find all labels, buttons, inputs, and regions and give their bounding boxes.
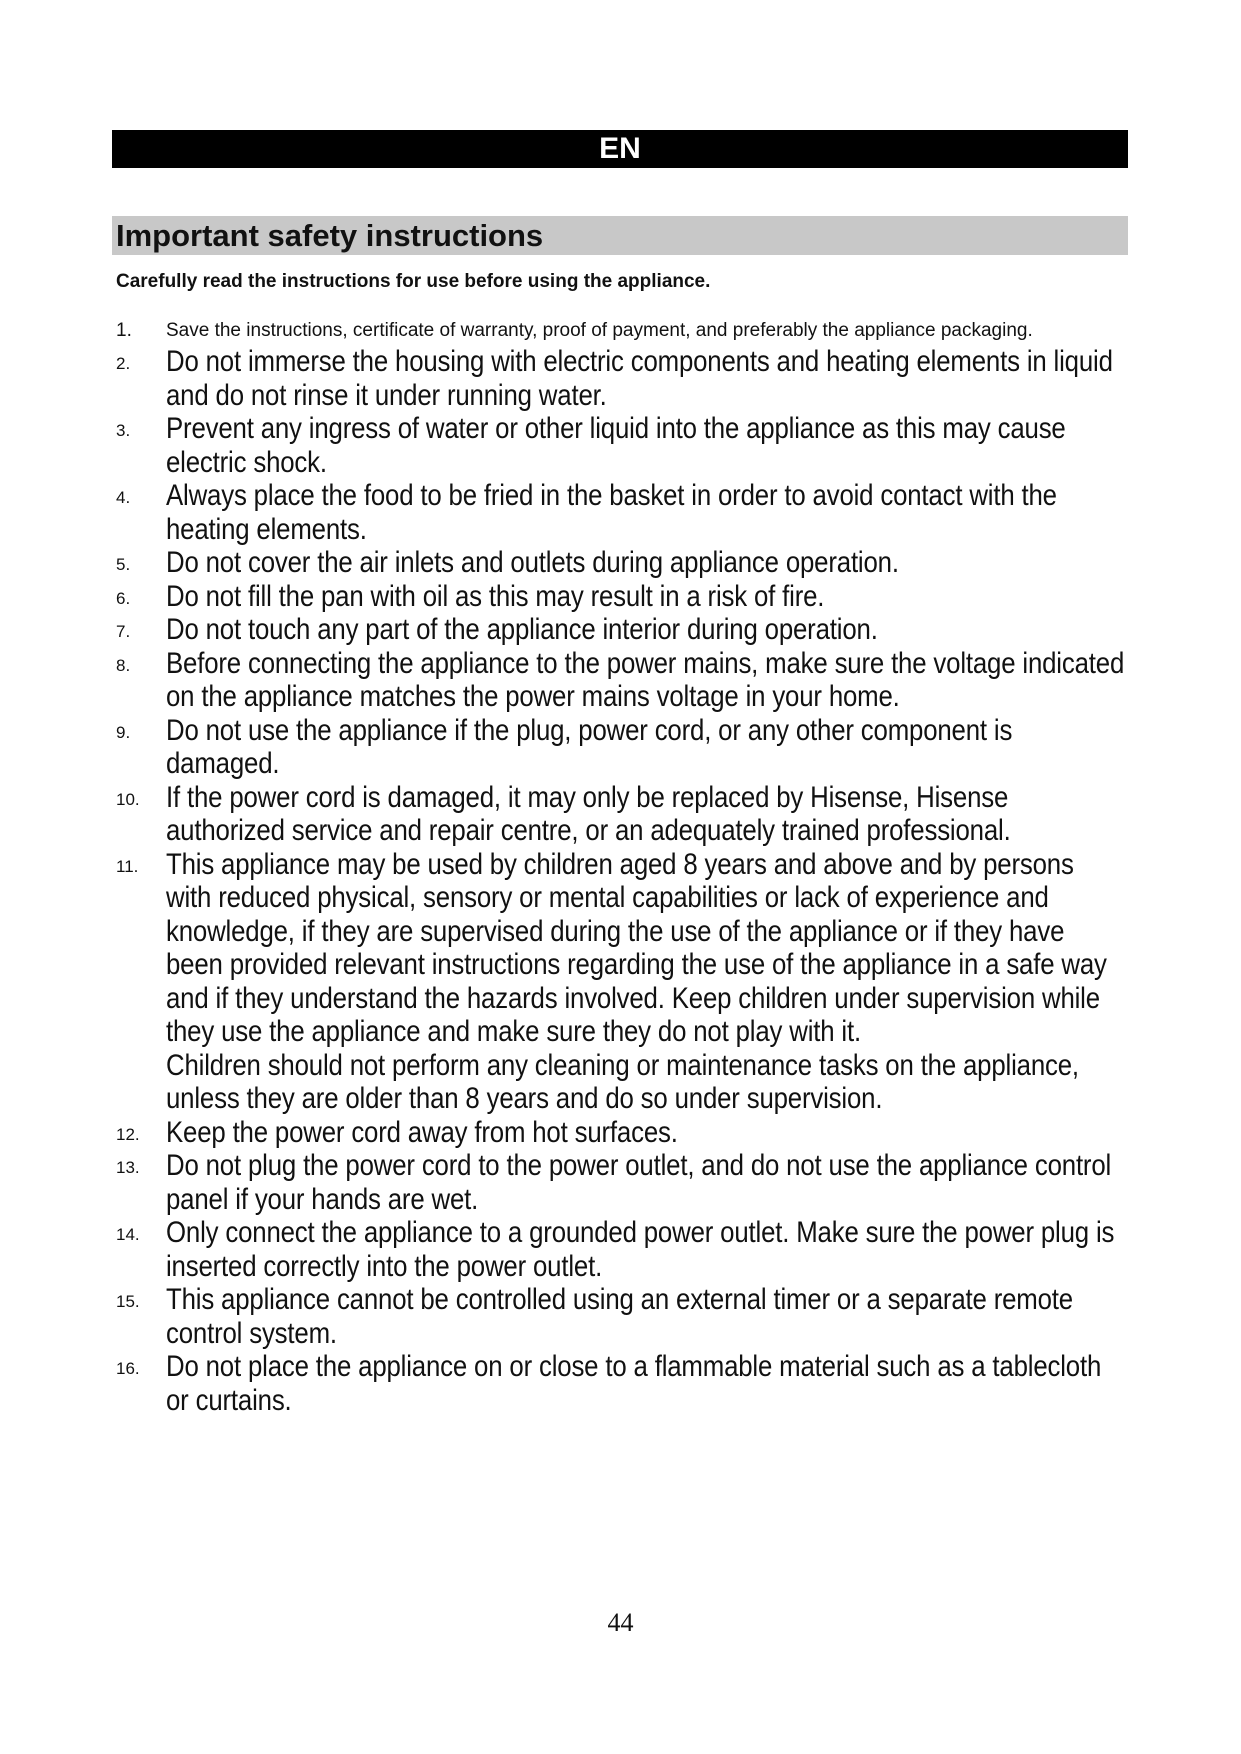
item-number: 5. [116, 555, 131, 574]
list-item [112, 546, 1132, 580]
list-item [112, 714, 1132, 781]
item-number: 1. [116, 320, 132, 341]
item-text: Do not use the appliance if the plug, power cord, or any other component is damaged. [166, 713, 1013, 780]
list-item [112, 1149, 1132, 1216]
item-text: Keep the power cord away from hot surfaces. [166, 1115, 678, 1149]
item-number: 14. [116, 1225, 140, 1244]
item-number: 10. [116, 789, 140, 809]
list-item [112, 479, 1132, 546]
item-text: Save the instructions, certificate of warranty, proof of payment, and preferably the appliance packaging. [166, 320, 1033, 341]
item-number: 6. [116, 588, 131, 608]
item-number: 12. [116, 1124, 140, 1144]
item-number: 15. [116, 1292, 140, 1311]
item-number: 16. [116, 1359, 140, 1378]
list-item [112, 1350, 1132, 1417]
item-text: Do not touch any part of the appliance interior during operation. [166, 613, 878, 646]
item-text: Do not cover the air inlets and outlets during appliance operation. [166, 546, 899, 579]
item-number: 3. [116, 421, 131, 440]
item-text: Only connect the appliance to a grounded power outlet. Make sure the power plug is inserted correctly into the power outlet. [166, 1216, 1115, 1283]
item-text: Before connecting the appliance to the power mains, make sure the voltage indicated on the appliance matches the power mains voltage in your home. [166, 646, 1125, 713]
item-number: 13. [116, 1158, 140, 1177]
section-heading-bar [112, 216, 1128, 255]
item-number: 7. [116, 622, 131, 641]
list-item [112, 580, 1132, 614]
item-text: If the power cord is damaged, it may only be replaced by Hisense, Hisense authorized service and repair centre, or an adequately trained professional. [166, 780, 1011, 847]
list-item [112, 781, 1132, 848]
list-item [112, 1116, 1132, 1150]
item-number: 2. [116, 354, 131, 373]
item-text: Do not place the appliance on or close to a flammable material such as a tablecloth or curtains. [166, 1350, 1102, 1417]
safety-instructions-list [112, 318, 1132, 1417]
section-title: Important safety instructions [116, 218, 544, 253]
list-item [112, 613, 1132, 647]
intro-text: Carefully read the instructions for use before using the appliance. [116, 271, 711, 292]
list-item [112, 412, 1132, 479]
list-item [112, 318, 1132, 343]
item-text: This appliance may be used by children aged 8 years and above and by persons with reduced physical, sensory or mental capabilities or lack of experience and knowledge, if they are supervised during the use of the appliance or if they have been provided relevant instructions regarding the use of the appliance in a safe way and if they understand the hazards involved. Keep children under supervision while they use the appliance and make sure they do not play with it. [166, 847, 1107, 1048]
item-text: Prevent any ingress of water or other liquid into the appliance as this may cause electric shock. [166, 412, 1066, 479]
list-item [112, 848, 1132, 1116]
language-header-bar: EN [112, 130, 1128, 168]
item-text: Do not fill the pan with oil as this may result in a risk of fire. [166, 579, 825, 613]
page-number: 44 [607, 1608, 634, 1637]
list-item [112, 1216, 1132, 1283]
item-text-continued: Children should not perform any cleaning or maintenance tasks on the appliance, unless they are older than 8 years and do so under supervision. [166, 1048, 1079, 1115]
item-number: 11. [116, 856, 139, 876]
item-text: Do not plug the power cord to the power outlet, and do not use the appliance control panel if your hands are wet. [166, 1149, 1112, 1216]
list-item [112, 345, 1132, 412]
list-item [112, 1283, 1132, 1350]
item-number: 9. [116, 722, 131, 742]
item-number: 8. [116, 655, 131, 675]
item-text: Do not immerse the housing with electric components and heating elements in liquid and do not rinse it under running water. [166, 345, 1113, 412]
item-number: 4. [116, 488, 131, 507]
item-text: This appliance cannot be controlled using an external timer or a separate remote control system. [166, 1283, 1073, 1350]
item-text: Always place the food to be fried in the basket in order to avoid contact with the heating elements. [166, 479, 1057, 546]
list-item [112, 647, 1132, 714]
